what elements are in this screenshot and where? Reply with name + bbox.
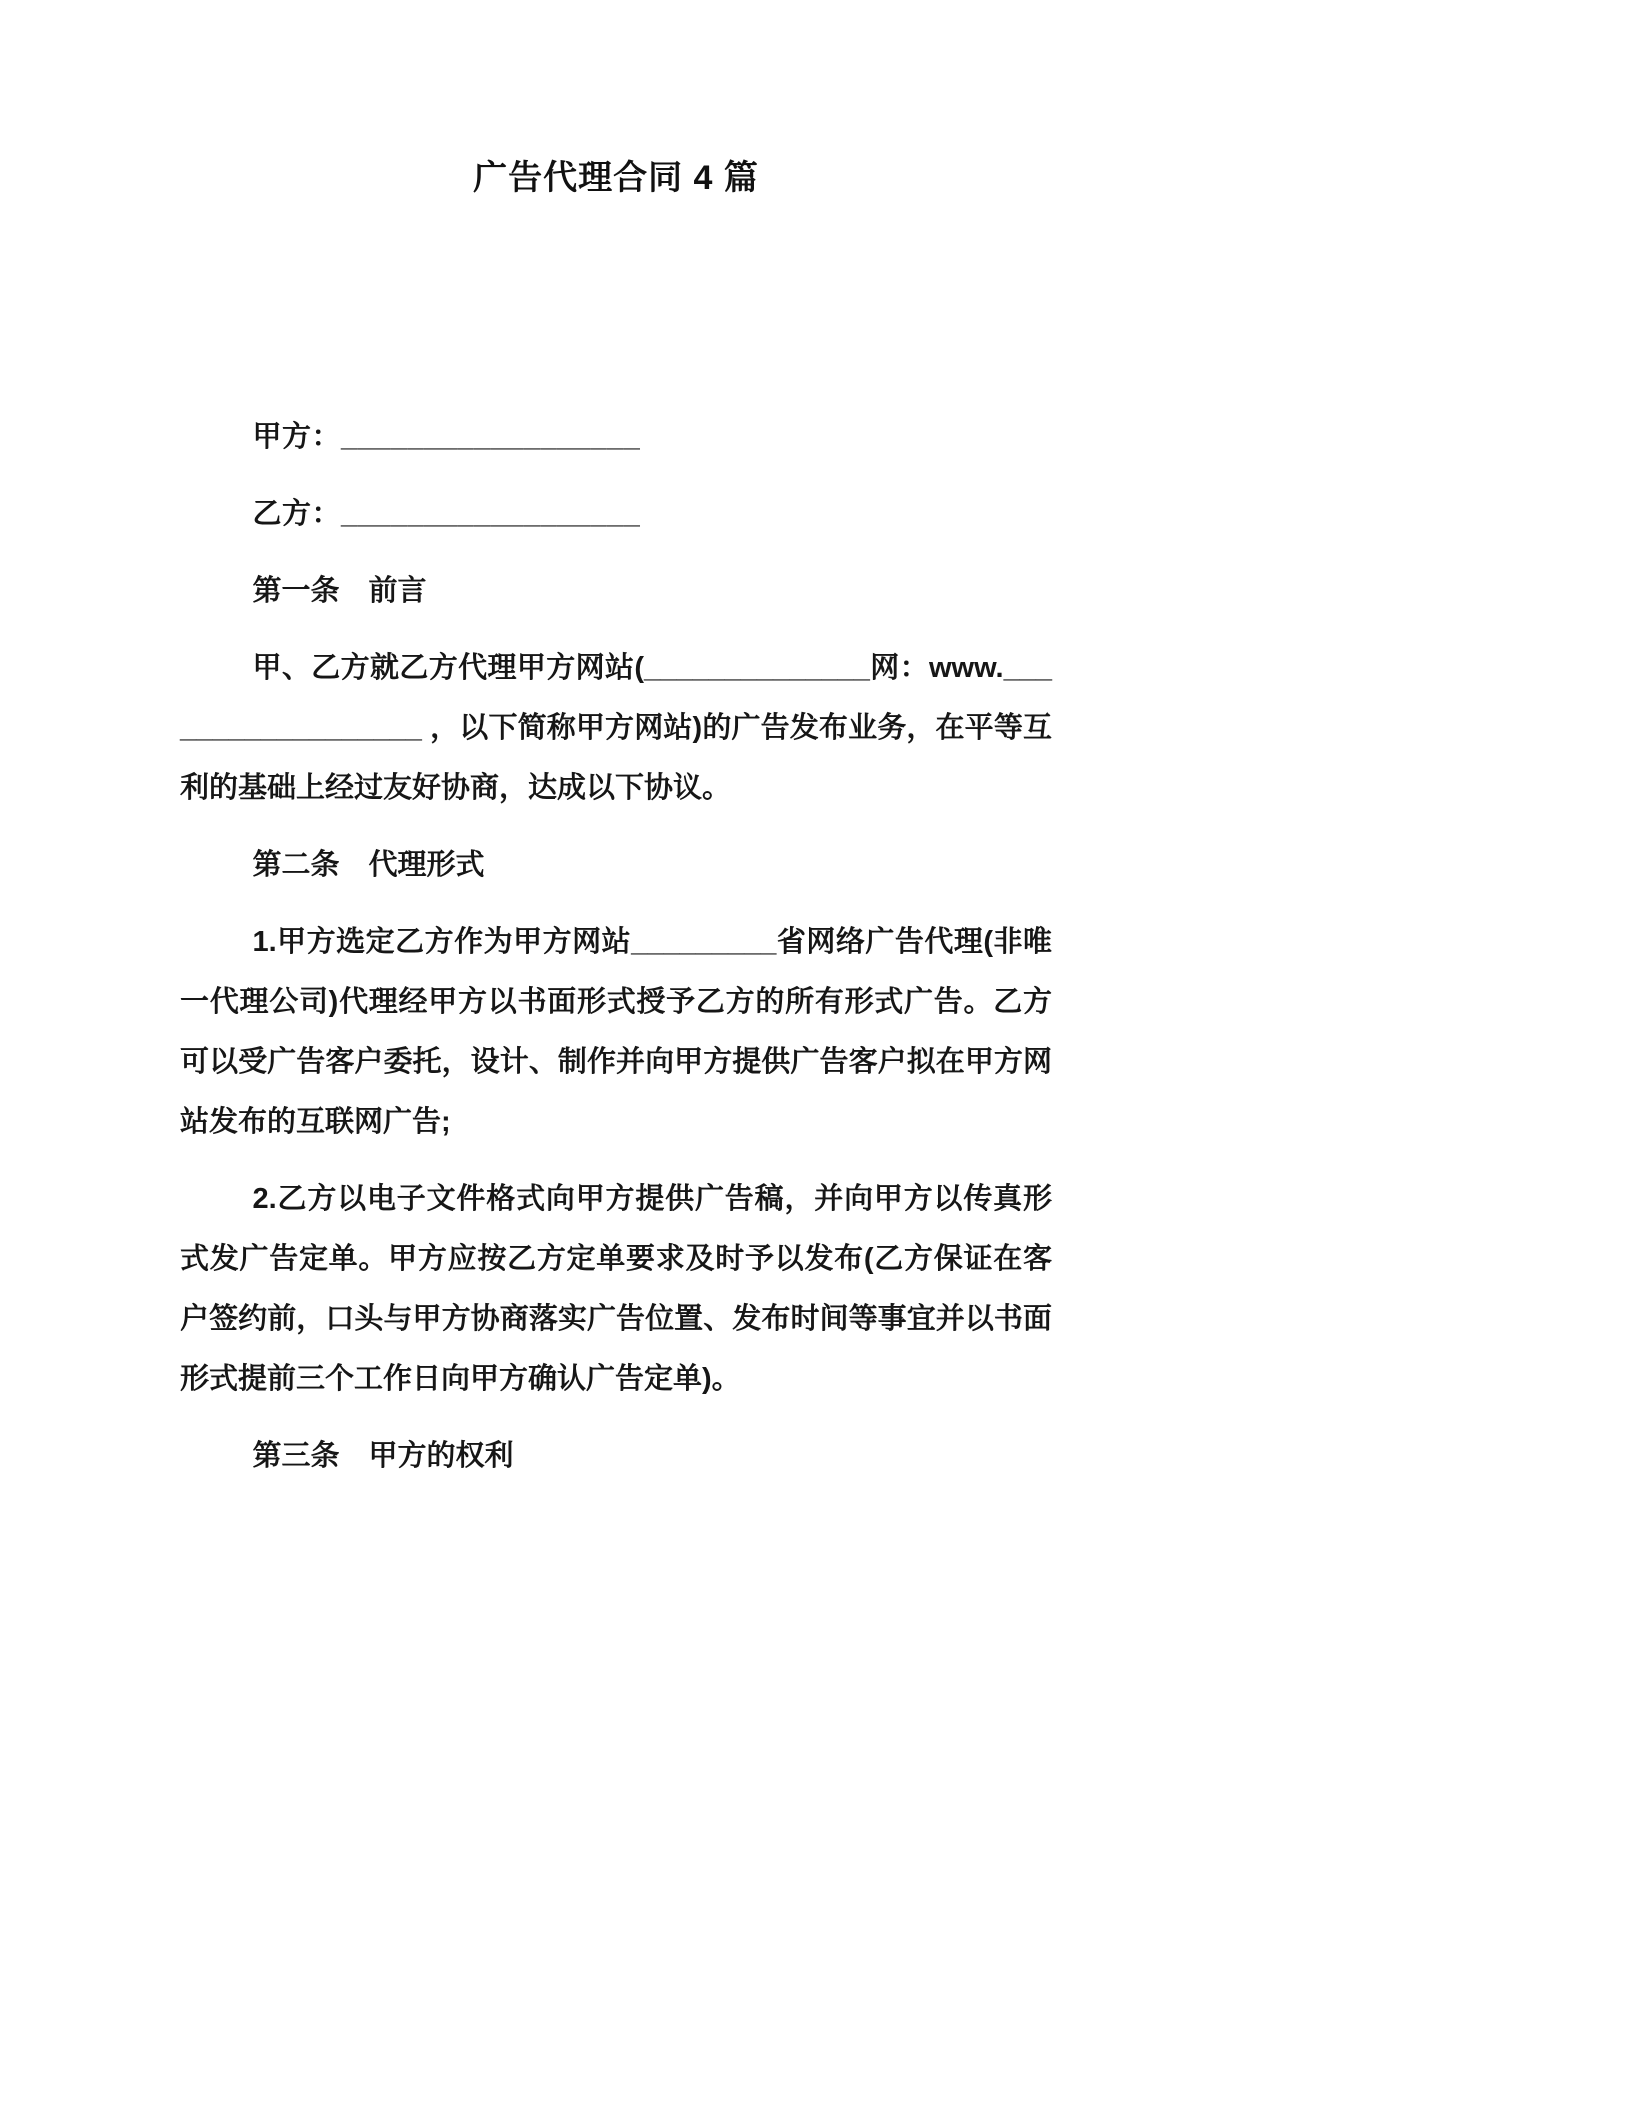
party-a-field: 甲方：__________________ [252,421,641,453]
section-1-heading: 第一条 前言 [252,575,427,607]
document-title: 广告代理合同 4 篇 [473,159,759,197]
section-3-heading: 第三条 甲方的权利 [252,1440,514,1472]
section-2-clause-2: 2.乙方以电子文件格式向甲方提供广告稿，并向甲方以传真形式发广告定单。甲方应按乙方定单要求及时予以发布(乙方保证在客户签约前，口头与甲方协商落实广告位置、发布时间等事宜并以书面形式提前三个工作日向甲方确认广告定单)。 [180,1183,1052,1395]
section-2-heading: 第二条 代理形式 [252,849,485,881]
document-content [180,150,1052,1486]
section-2-clause-1: 1.甲方选定乙方作为甲方网站_________省网络广告代理(非唯一代理公司)代理经甲方以书面形式授予乙方的所有形式广告。乙方可以受广告客户委托，设计、制作并向甲方提供广告客户拟在甲方网站发布的互联网广告; [180,926,1052,1138]
section-1-paragraph: 甲、乙方就乙方代理甲方网站(______________网：www.__________________ ，以下简称甲方网站)的广告发布业务，在平等互利的基础上经过友好协商，达成以下协议。 [180,652,1052,804]
party-b-field: 乙方：__________________ [252,498,641,530]
